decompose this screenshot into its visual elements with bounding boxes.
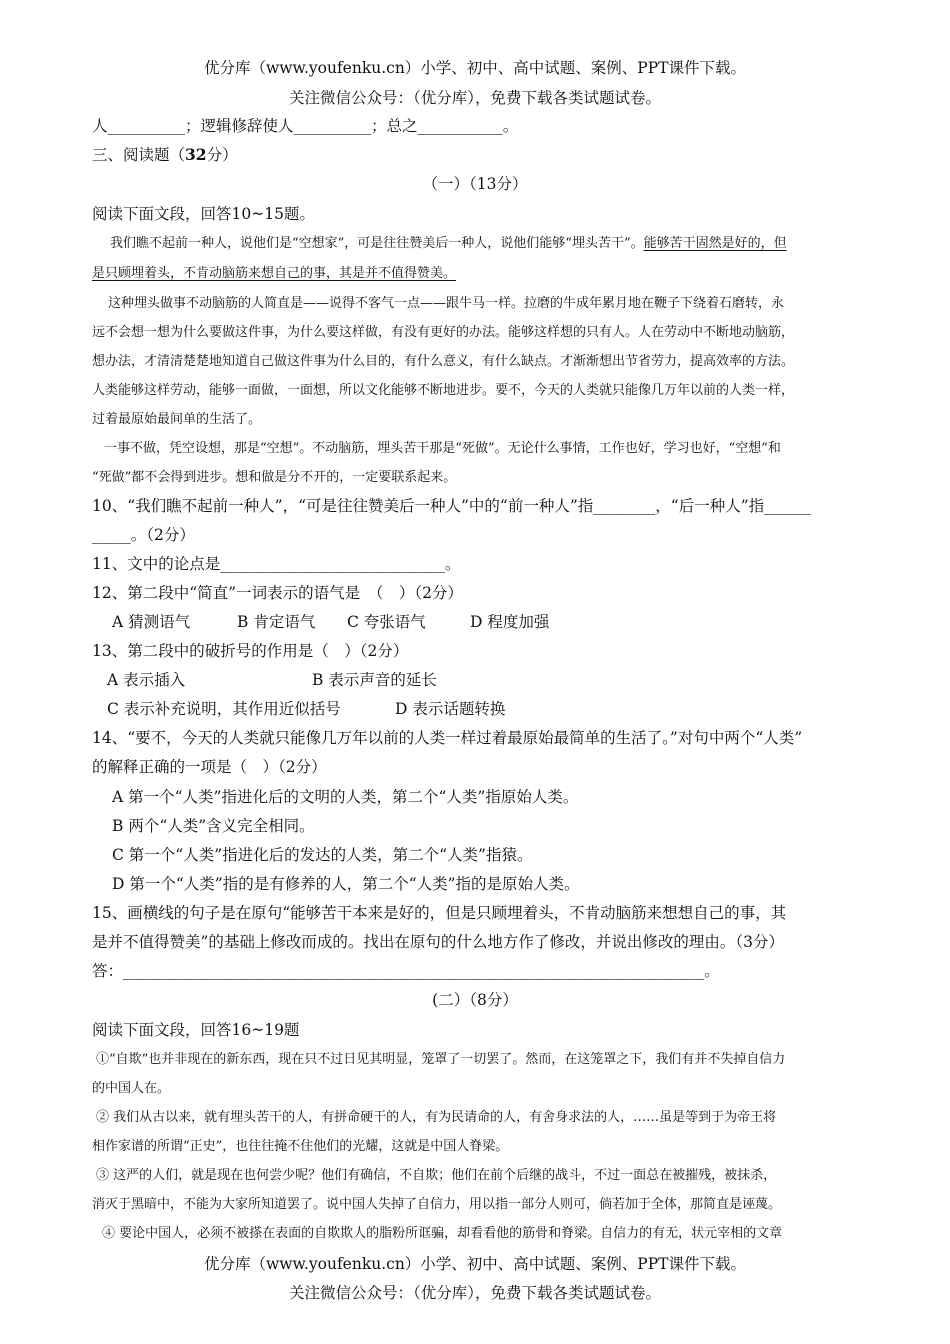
footer-promo-line: 优分库（www.youfenku.cn）小学、初中、高中试题、案例、PPT课件下载。 [203,1255,747,1273]
passage1-para2-line: 远不会想一想为什么要做这件事，为什么要这样做，有没有更好的办法。能够这样想的只有人。人在劳动中不断地动脑筋， [92,325,795,340]
section-title-prefix: 三、阅读题（ [92,146,186,164]
section-title [92,143,238,165]
passage2-line: ④ 要论中国人，必须不被搽在表面的自欺欺人的脂粉所诓骗，却看看他的筋骨和脊梁。自信力的有无，状元宰相的文章 [102,1226,783,1241]
question-14-line1: 14、“要不，今天的人类就只能像几万年以前的人类一样过着最原始最简单的生活了。”对句中两个“人类” [92,729,803,747]
part2-instruction: 阅读下面文段，回答16~19题 [92,1021,300,1039]
q12-option-a: A 猜测语气 [112,613,191,631]
q13-option-d: D 表示话题转换 [395,700,506,718]
section-title-suffix: 分） [206,146,238,164]
passage2-line: 的中国人在。 [92,1081,171,1096]
q13-option-a: A 表示插入 [107,671,186,689]
q13-option-b: B 表示声音的延长 [312,671,437,689]
passage1-para3-line: “死做”都不会得到进步。想和做是分不开的，一定要联系起来。 [92,470,457,485]
q14-option-c: C 第一个“人类”指进化后的发达的人类，第二个“人类”指猿。 [112,846,533,864]
q13-option-c: C 表示补充说明，其作用近似括号 [107,700,341,718]
section-score: 32 [185,145,207,164]
q14-option-b: B 两个“人类”含义完全相同。 [112,817,315,835]
q12-option-d: D 程度加强 [470,613,550,631]
question-15-answer-line: 答：___________________________________________________________________________。 [92,962,720,980]
passage2-line: ② 我们从古以来，就有埋头苦干的人，有拼命硬干的人，有为民请命的人，有舍身求法的人，……虽是等到于为帝王将 [96,1110,777,1125]
q12-option-c: C 夸张语气 [347,613,426,631]
passage2-line: ①“自欺”也并非现在的新东西，现在只不过日见其明显，笼罩了一切罢了。然而，在这笼罩之下，我们有并不失掉自信力 [96,1052,786,1067]
passage1-para1-line1 [110,232,787,251]
carry-over-line: 人__________；逻辑修辞使人__________；总之___________。 [92,117,519,135]
question-13: 13、第二段中的破折号的作用是（ ）（2分） [92,642,409,660]
passage2-line: 相作家谱的所谓“正史”，也往往掩不住他们的光耀，这就是中国人脊梁。 [92,1139,509,1154]
part1-heading: （一）（13分） [422,175,528,193]
question-14-line2: 的解释正确的一项是（ ）（2分） [92,758,327,776]
header-promo-line: 优分库（www.youfenku.cn）小学、初中、高中试题、案例、PPT课件下载。 [203,59,747,77]
passage1-para2-line: 想办法，才清清楚楚地知道自己做这件事为什么目的，有什么意义，有什么缺点。才渐渐想出节省劳力，提高效率的方法。 [92,354,795,369]
passage2-line: ③ 这严的人们，就是现在也何尝少呢？他们有确信，不自欺；他们在前个后继的战斗，不过一面总在被摧残，被抹杀， [96,1168,777,1183]
underlined-sentence-part1: 能够苦干固然是好的，但 [643,236,787,251]
question-15-line2: 是并不值得赞美”的基础上修改而成的。找出在原句的什么地方作了修改，并说出修改的理由。（3分） [92,933,785,951]
passage2-line: 消灭于黑暗中，不能为大家所知道罢了。说中国人失掉了自信力，用以指一部分人则可，倘若加于全体，那简直是诬蔑。 [92,1197,782,1212]
passage1-para2-line: 人类能够这样劳动，能够一面做，一面想，所以文化能够不断地进步。要不，今天的人类就只能像几万年以前的人类一样， [92,383,795,398]
question-11: 11、文中的论点是_____________________________。 [92,555,461,573]
passage1-para3-line: 一事不做，凭空设想，那是“空想”。不动脑筋，埋头苦干那是“死做”。无论什么事情，工作也好，学习也好，“空想”和 [104,441,781,456]
question-10-line1: 10、“我们瞧不起前一种人”，“可是往往赞美后一种人”中的“前一种人”指________，“后一种人”指______ [92,497,811,515]
passage1-para2-line: 过着最原始最间单的生活了。 [92,412,262,427]
q12-option-b: B 肯定语气 [237,613,316,631]
passage1-para2-line: 这种埋头做事不动脑筋的人简直是——说得不客气一点——跟牛马一样。拉磨的牛成年累月地在鞭子下绕着石磨转，永 [108,296,785,311]
header-wechat-line: 关注微信公众号：（优分库），免费下载各类试题试卷。 [288,89,661,107]
passage1-para1-plain: 我们瞧不起前一种人，说他们是“空想家”，可是往往赞美后一种人，说他们能够“埋头苦干”。 [110,236,644,251]
question-15-line1: 15、画横线的句子是在原句“能够苦干本来是好的，但是只顾埋着头，不肯动脑筋来想想自己的事，其 [92,904,787,922]
footer-wechat-line: 关注微信公众号：（优分库），免费下载各类试题试卷。 [288,1284,661,1302]
question-10-line2: _____。（2分） [92,526,195,544]
q14-option-d: D 第一个“人类”指的是有修养的人，第二个“人类”指的是原始人类。 [112,875,580,893]
q14-option-a: A 第一个“人类”指进化后的文明的人类，第二个“人类”指原始人类。 [112,788,579,806]
underlined-sentence-part2: 是只顾埋着头，不肯动脑筋来想自己的事，其是并不值得赞美。 [92,266,457,281]
question-12: 12、第二段中“简直”一词表示的语气是 （ ）（2分） [92,584,463,602]
part1-instruction: 阅读下面文段，回答10~15题。 [92,205,315,223]
part2-heading: (二）（8分） [432,991,518,1009]
